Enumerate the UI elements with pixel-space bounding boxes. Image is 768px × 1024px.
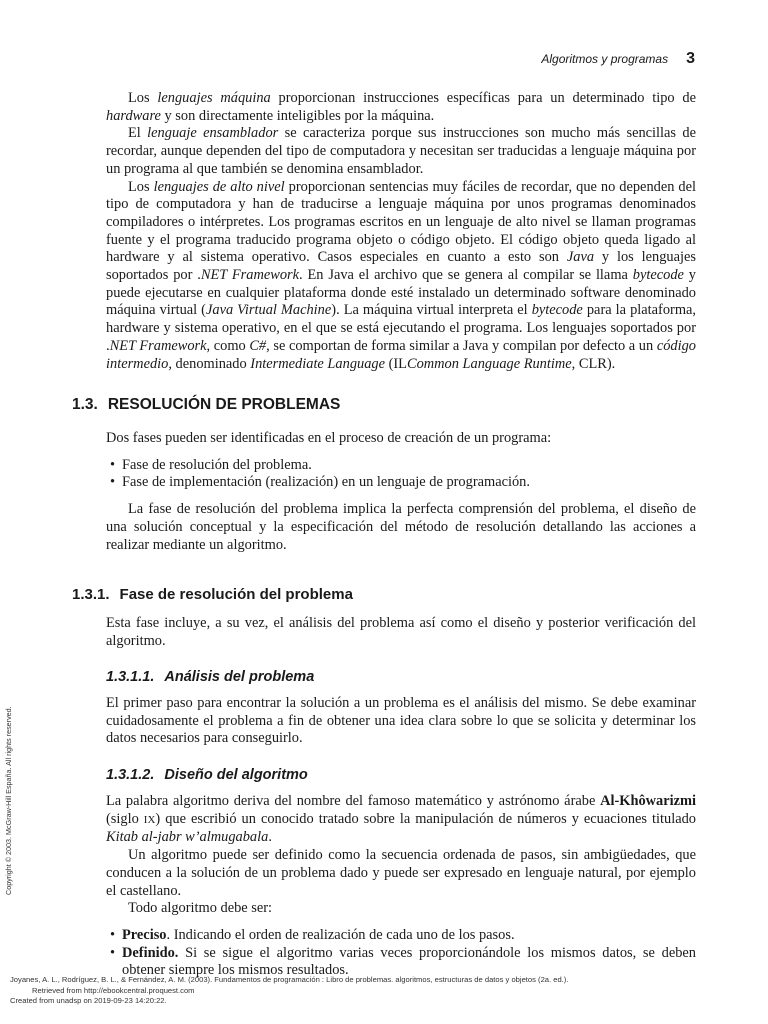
- paragraph-fase-resolucion: La fase de resolución del problema implica la perfecta comprensión del problema, el diseño de una solución conceptual y la especificación del método de resolución detallando las acciones a realizar mediante un algoritmo.: [106, 501, 696, 553]
- paragraph-alto-nivel: Los lenguajes de alto nivel proporcionan sentencias muy fáciles de recordar, que no dependen del tipo de computadora y han de traducirse a lenguaje máquina por unos programas denominados compiladores o intérpretes. Los programas escritos en un lenguaje de alto nivel se llaman programas fuente y el programa traducido programa objeto o código objeto. El código objeto queda ligado al hardware y al sistema operativo. Casos especiales en cuanto a esto son Java y los lenguajes soportados por .NET Framework. En Java el archivo que se genera al compilar se llama bytecode y puede ejecutarse en cualquier plataforma donde esté instalado un determinado software denominado máquina virtual (Java Virtual Machine). La máquina virtual interpreta el bytecode para la plataforma, hardware y sistema operativo, en el que se está ejecutando el programa. Los lenguajes soportados por .NET Framework, como C#, se comportan de forma similar a Java y compilan por defecto a un código intermedio, denominado Intermediate Language (ILCommon Language Runtime, CLR).: [106, 178, 696, 372]
- citation-footer: [10, 975, 750, 1007]
- paragraph-definicion-algoritmo: Un algoritmo puede ser definido como la secuencia ordenada de pasos, sin ambigüedades, que conducen a la solución de un problema dado y puede ser expresado en lenguaje natural, por ejemplo el castellano.: [106, 847, 696, 899]
- running-title: Algoritmos y programas: [541, 52, 669, 66]
- section-1-3-1-1-text: [106, 695, 696, 748]
- phases-list: [106, 457, 696, 492]
- paragraph-dos-fases: Dos fases pueden ser identificadas en el proceso de creación de un programa:: [106, 430, 552, 446]
- section-heading-1-3-1: 1.3.1. Fase de resolución del problema: [72, 586, 353, 603]
- side-copyright-notice: Copyright © 2003. McGraw-Hill España. All rights reserved.: [4, 706, 13, 895]
- list-item: • Definido. Si se sigue el algoritmo varias veces proporcionándole los mismos datos, se deben obtener siempre los mismos resultados.: [106, 945, 696, 980]
- running-head: [480, 50, 695, 68]
- section-1-3-text: [106, 430, 696, 554]
- paragraph-palabra-algoritmo: La palabra algoritmo deriva del nombre del famoso matemático y astrónomo árabe Al-Khôwarizmi (siglo IX) que escribió un conocido tratado sobre la manipulación de números y ecuaciones titulado Kitab al-jabr w’almugabala.: [106, 793, 696, 846]
- list-item: • Fase de resolución del problema.: [106, 457, 696, 475]
- algorithm-properties-list: [106, 927, 696, 980]
- intro-text: [106, 90, 696, 373]
- section-1-3-1-text: [106, 615, 696, 650]
- section-heading-1-3-1-2: 1.3.1.2. Diseño del algoritmo: [106, 767, 308, 783]
- paragraph-lenguaje-ensamblador: El lenguaje ensamblador se caracteriza porque sus instrucciones son mucho más sencillas de recordar, aunque dependen del tipo de computadora y necesitan ser traducidas a lenguaje máquina por un programa al que también se denomina ensamblador.: [106, 125, 696, 177]
- paragraph-todo-algoritmo: Todo algoritmo debe ser:: [128, 900, 273, 917]
- section-1-3-1-2-text: [106, 793, 696, 980]
- section-heading-1-3-1-1: 1.3.1.1. Análisis del problema: [106, 669, 315, 685]
- footer-citation: Joyanes, A. L., Rodríguez, B. L., & Fernández, A. M. (2003). Fundamentos de programación : Libro de problemas. algoritmos, estructuras de datos y objetos (2a. ed.).: [10, 975, 569, 984]
- paragraph-esta-fase: Esta fase incluye, a su vez, el análisis del problema así como el diseño y posterior verificación del algoritmo.: [106, 615, 696, 649]
- paragraph-analisis: El primer paso para encontrar la solución a un problema es el análisis del mismo. Se debe examinar cuidadosamente el problema a fin de obtener una idea clara sobre lo que se solicita y determinar los datos necesarios para conseguirlo.: [106, 695, 696, 747]
- page-number: 3: [686, 50, 695, 67]
- paragraph-lenguajes-maquina: Los lenguajes máquina proporcionan instrucciones específicas para un determinado tipo de hardware y son directamente inteligibles por la máquina.: [106, 90, 697, 124]
- section-heading-1-3: 1.3. RESOLUCIÓN DE PROBLEMAS: [72, 396, 341, 413]
- list-item: • Preciso. Indicando el orden de realización de cada uno de los pasos.: [106, 927, 696, 945]
- list-item: • Fase de implementación (realización) en un lenguaje de programación.: [106, 474, 696, 492]
- footer-retrieved: Retrieved from http://ebookcentral.proquest.com: [32, 985, 195, 995]
- footer-created: Created from unadsp on 2019-09-23 14:20:22.: [10, 996, 167, 1005]
